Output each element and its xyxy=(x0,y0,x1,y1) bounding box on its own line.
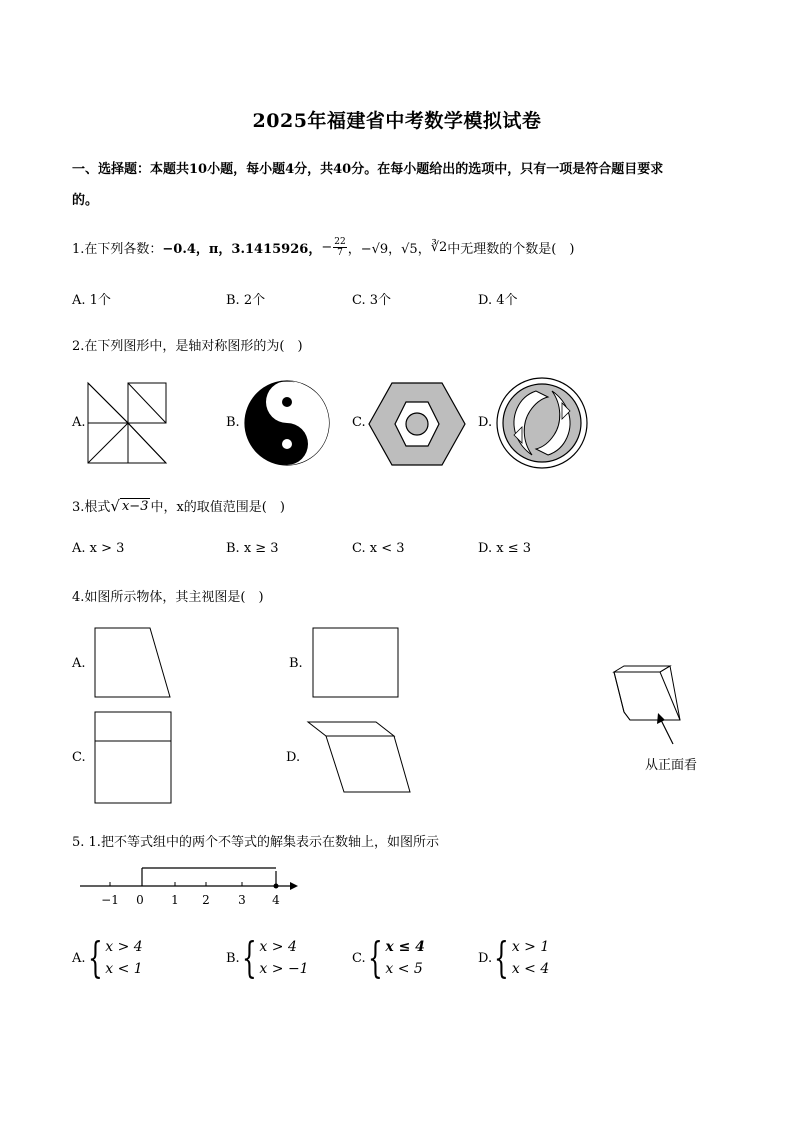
q5-option-b-row1: x > 4 xyxy=(259,939,297,955)
page-title: 2025年福建省中考数学模拟试卷 xyxy=(252,110,542,132)
q4-option-b-label[interactable]: B. xyxy=(289,656,303,671)
q1-fraction-den: 7 xyxy=(337,248,343,258)
axis-tick-label: 1 xyxy=(171,893,179,907)
section-header-line1: 一、选择题：本题共10小题，每小题4分，共40分。在每小题给出的选项中，只有一项是符合题目要求 xyxy=(72,162,664,177)
yin-yang-figure xyxy=(244,380,330,466)
question-3-stem: 3.根式 √ x−3 中，x的取值范围是( ) xyxy=(72,496,285,515)
q5-option-b[interactable] xyxy=(226,933,309,982)
q2-option-c-label[interactable]: C. xyxy=(352,415,366,430)
q5-option-a-label: A. xyxy=(72,950,86,966)
q5-option-b-label: B. xyxy=(226,950,240,966)
q5-option-c-system: { x ≤ 4 x < 5 xyxy=(367,933,425,982)
question-2-stem: 2.在下列图形中，是轴对称图形的为( ) xyxy=(72,339,303,354)
q5-option-b-row2: x > −1 xyxy=(259,961,309,977)
q5-option-c-row1: x ≤ 4 xyxy=(385,939,425,955)
axis-tick-label: 0 xyxy=(136,893,144,907)
q5-option-a-row1: x > 4 xyxy=(105,939,143,955)
hex-nut-figure xyxy=(368,382,466,466)
q3-option-c[interactable]: C. x < 3 xyxy=(352,541,405,556)
q3-suffix: 中，x的取值范围是( ) xyxy=(150,500,285,515)
number-line-figure xyxy=(80,862,300,908)
q1-numbers: −0.4，π，3.1415926， xyxy=(162,242,322,257)
axis-tick-label: 2 xyxy=(202,893,210,907)
split-rectangle-view-figure xyxy=(94,711,174,805)
q5-option-c-label: C. xyxy=(352,950,366,966)
q1-option-a[interactable]: A. 1个 xyxy=(72,293,111,308)
trapezoid-view-figure xyxy=(94,627,172,699)
view-direction-arrow-icon xyxy=(655,712,677,746)
q1-option-c[interactable]: C. 3个 xyxy=(352,293,392,308)
parallelogram-view-figure xyxy=(306,720,412,794)
q1-cube-root: ∛2 xyxy=(430,240,448,255)
q5-option-d-row1: x > 1 xyxy=(511,939,550,955)
q5-option-c[interactable] xyxy=(352,933,425,982)
q5-option-a-row2: x < 1 xyxy=(105,961,143,977)
q5-option-d-row2: x < 4 xyxy=(511,961,550,977)
q3-option-d[interactable]: D. x ≤ 3 xyxy=(478,541,531,556)
q5-option-a[interactable] xyxy=(72,933,143,982)
rectangle-view-figure xyxy=(312,627,400,699)
crescent-emblem-figure xyxy=(496,377,588,469)
q4-option-a-label[interactable]: A. xyxy=(72,656,86,671)
q3-radicand: x−3 xyxy=(121,498,149,514)
q4-option-d-label[interactable]: D. xyxy=(286,750,301,765)
pinwheel-figure xyxy=(88,383,168,463)
q5-option-d-label: D. xyxy=(478,950,493,966)
question-5-stem: 5. 1.把不等式组中的两个不等式的解集表示在数轴上，如图所示 xyxy=(72,835,439,850)
axis-tick-label: 4 xyxy=(272,893,280,907)
q1-option-b[interactable]: B. 2个 xyxy=(226,293,266,308)
q5-option-c-row2: x < 5 xyxy=(385,961,423,977)
view-direction-label: 从正面看 xyxy=(645,758,698,773)
question-4-stem: 4.如图所示物体，其主视图是( ) xyxy=(72,590,264,605)
q1-roots: −√9，√5， xyxy=(360,242,431,257)
q1-suffix: 中无理数的个数是( ) xyxy=(447,242,575,257)
axis-tick-label: −1 xyxy=(101,893,119,907)
section-header-line2: 的。 xyxy=(72,193,99,208)
axis-tick-label: 3 xyxy=(238,893,246,907)
q5-option-d[interactable] xyxy=(478,933,550,982)
q2-option-b-label[interactable]: B. xyxy=(226,415,240,430)
q3-option-a[interactable]: A. x > 3 xyxy=(72,541,125,556)
q3-prefix: 3.根式 xyxy=(72,500,111,515)
question-1-stem: 1.在下列各数： −0.4，π，3.1415926， − $\frac{22}{7}$ ， −√9，√5， ∛2 中无理数的个数是( ) xyxy=(72,237,575,258)
q3-option-b[interactable]: B. x ≥ 3 xyxy=(226,541,279,556)
q5-option-b-system: { x > 4 x > −1 xyxy=(241,933,309,982)
q1-fraction-num: 22 xyxy=(334,237,346,247)
q2-option-a-label[interactable]: A. xyxy=(72,415,86,430)
q4-option-c-label[interactable]: C. xyxy=(72,750,86,765)
q1-option-d[interactable]: D. 4个 xyxy=(478,293,518,308)
q5-option-a-system: { x > 4 x < 1 xyxy=(87,933,143,982)
q5-option-d-system: { x > 1 x < 4 xyxy=(494,933,550,982)
q1-prefix: 1.在下列各数： xyxy=(72,242,163,257)
q2-option-d-label[interactable]: D. xyxy=(478,415,493,430)
q1-fraction xyxy=(333,237,346,258)
